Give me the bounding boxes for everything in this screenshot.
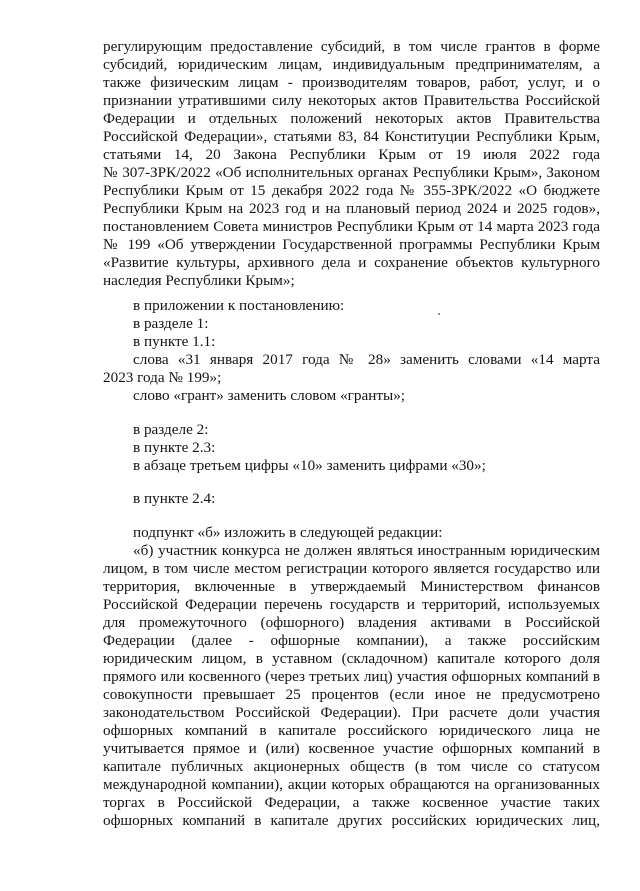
text-line: № 199 «Об утверждении Государственной программы Республики Крым bbox=[103, 236, 600, 253]
text-line: Российской Федерации», статьями 83, 84 Конституции Республики Крым, bbox=[103, 128, 600, 145]
text-line: торгах в Российской Федерации, а также косвенное участие таких bbox=[103, 794, 600, 811]
text-line: законодательством Российской Федерации). При расчете доли участия bbox=[103, 704, 600, 721]
text-line: территория, включенные в утверждаемый Министерством финансов bbox=[103, 578, 600, 595]
text-line: слова «31 января 2017 года № 28» заменить словами «14 марта bbox=[133, 351, 600, 368]
text-line: в приложении к постановлению: bbox=[133, 297, 345, 314]
text-line: субсидий, юридическим лицам, индивидуальным предпринимателям, а bbox=[103, 56, 600, 73]
text-line: прямого или косвенного (через третьих лиц) участия офшорных компаний в bbox=[103, 668, 600, 685]
text-line: Российской Федерации перечень государств и территорий, используемых bbox=[103, 596, 600, 613]
text-line: слово «грант» заменить словом «гранты»; bbox=[133, 387, 406, 404]
text-line: в разделе 1: bbox=[133, 315, 209, 332]
scan-speck bbox=[438, 313, 440, 315]
text-line: в пункте 1.1: bbox=[133, 333, 216, 350]
text-line: также физическим лицам - производителям товаров, работ, услуг, и о bbox=[103, 74, 600, 91]
text-line: для промежуточного (офшорного) владения активами в Российской bbox=[103, 614, 600, 631]
text-line: офшорных компаний в капитале российского юридического лица не bbox=[103, 722, 600, 739]
text-line: юридическим лицом, в уставном (складочном) капитале которого доля bbox=[103, 650, 600, 667]
text-line: 2023 года № 199»; bbox=[103, 369, 222, 386]
text-line: Республики Крым на 2023 год и на плановый период 2024 и 2025 годов», bbox=[103, 200, 600, 217]
text-line: офшорных компаний в капитале других российских юридических лиц, bbox=[103, 812, 600, 829]
text-line: в пункте 2.4: bbox=[133, 490, 216, 507]
text-line: международной компании), акции которых обращаются на организованных bbox=[103, 776, 600, 793]
text-line: в абзаце третьем цифры «10» заменить цифрами «30»; bbox=[133, 457, 486, 474]
text-line: № 307-ЗРК/2022 «Об исполнительных органах Республики Крым», Законом bbox=[103, 164, 600, 181]
text-line: Федерации (далее - офшорные компании), а также российским bbox=[103, 632, 600, 649]
text-line: учитывается прямое и (или) косвенное участие офшорных компаний в bbox=[103, 740, 600, 757]
text-line: совокупности превышает 25 процентов (если иное не предусмотрено bbox=[103, 686, 600, 703]
text-line: «б) участник конкурса не должен являться иностранным юридическим bbox=[133, 542, 600, 559]
text-line: постановлением Совета министров Республики Крым от 14 марта 2023 года bbox=[103, 218, 600, 235]
text-line: признании утратившими силу некоторых актов Правительства Российской bbox=[103, 92, 600, 109]
text-line: «Развитие культуры, архивного дела и сохранение объектов культурного bbox=[103, 254, 600, 271]
text-line: капитале публичных акционерных обществ (в том числе со статусом bbox=[103, 758, 600, 775]
text-line: в разделе 2: bbox=[133, 421, 209, 438]
text-line: статьями 14, 20 Закона Республики Крым от 19 июля 2022 года bbox=[103, 146, 600, 163]
text-line: в пункте 2.3: bbox=[133, 439, 216, 456]
text-line: лицом, в том числе местом регистрации которого является государство или bbox=[103, 560, 600, 577]
text-line: Республики Крым от 15 декабря 2022 года № 355-ЗРК/2022 «О бюджете bbox=[103, 182, 600, 199]
text-line: наследия Республики Крым»; bbox=[103, 272, 295, 289]
text-line: Федерации и отдельных положений некоторых актов Правительства bbox=[103, 110, 600, 127]
text-line: подпункт «б» изложить в следующей редакции: bbox=[133, 524, 443, 541]
text-line: регулирующим предоставление субсидий, в том числе грантов в форме bbox=[103, 38, 600, 55]
